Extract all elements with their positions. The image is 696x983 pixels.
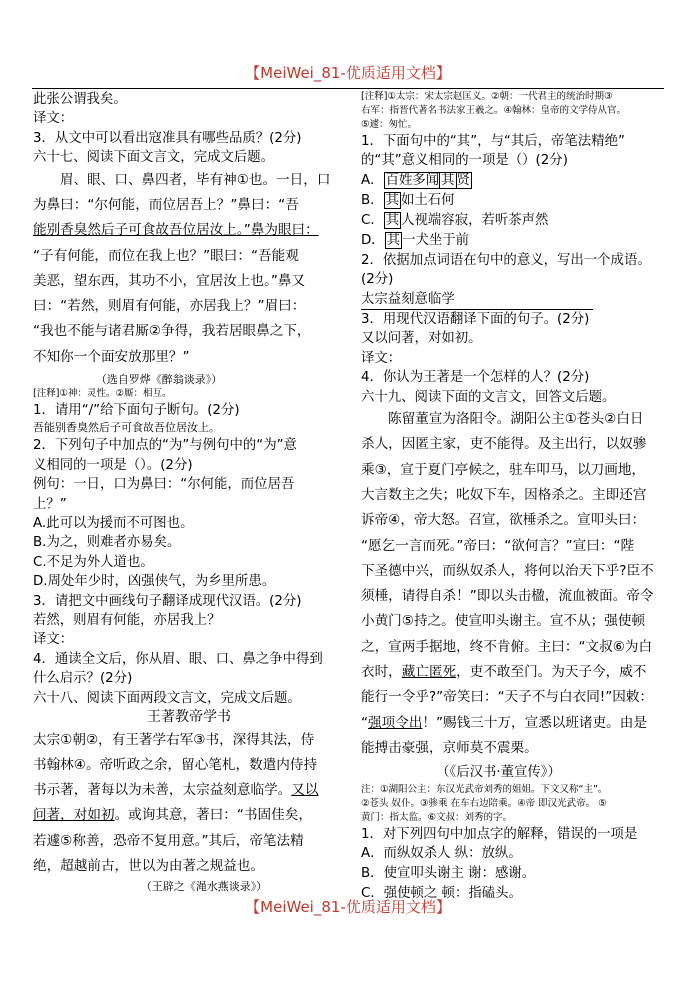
- passage-title: 王著教帝学书: [147, 709, 231, 726]
- section-67-heading: 六十七、阅读下面文言文，完成文后题。: [33, 150, 275, 166]
- passage-line: [361, 711, 666, 736]
- option-c: C．强使顿之 顿：指磕头。: [361, 886, 522, 902]
- question-2-cont: 义相同的一项是（）。(2分): [33, 457, 193, 473]
- boxed-char: 其: [386, 232, 401, 248]
- option-a: [361, 171, 666, 191]
- underlined-span: 强项令出: [368, 714, 423, 731]
- passage-line: 美恶，望东西，其功不小，宜居汝上也。”鼻又: [33, 272, 306, 289]
- question-1: 1．对下列四句中加点字的解释，错误的一项是: [361, 826, 638, 842]
- option-a: A．而纵奴杀人 纵：放纵。: [361, 846, 522, 862]
- boxed-text: [384, 172, 472, 189]
- passage-line: 若遽⑤称善，恐帝不复用意。”其后，帝笔法精: [33, 832, 304, 849]
- source-citation: （王辟之《渑水燕谈录》）: [140, 880, 268, 894]
- passage-line: 大言数主之失；叱奴下车，因格杀之。主即还宫: [361, 486, 647, 503]
- option-b: B.为之，则难者亦易矣。: [33, 535, 181, 551]
- boxed-char: 其: [385, 212, 400, 228]
- passage-67: [33, 168, 345, 370]
- passage-line: 之，宣两手据地，终不肯俯。主曰：“文叔⑥为白: [361, 638, 653, 655]
- question-1-cont: 的“其”意义相同的一项是（）(2分): [361, 153, 568, 169]
- annotation: ⑤遽：匆忙。: [361, 119, 418, 130]
- passage-line: 书翰林④。帝听政之余，留心笔札，数遣内侍持: [33, 756, 318, 773]
- question-4: 4．你认为王著是一个怎样的人？(2分): [361, 370, 590, 386]
- option-a: A.此可以为援而不可图也。: [33, 516, 194, 532]
- text-span: “: [361, 714, 369, 731]
- passage-69: [361, 407, 666, 761]
- passage-line: 曰：“若然，则眉有何能，亦居我上？”眉曰：: [33, 298, 306, 315]
- option-letter: B．: [361, 192, 384, 208]
- option-letter: D．: [361, 232, 385, 248]
- annotation: [注释]①神：灵性。②厮：相互。: [33, 388, 172, 399]
- source-citation: （选自罗烨《醉翁谈录》）: [95, 373, 223, 386]
- question-2: 2．下列句子中加点的“为”与例句中的“为”意: [33, 438, 297, 454]
- boxed-char: 其: [441, 172, 455, 188]
- option-c: C.不足为外人道也。: [33, 554, 154, 570]
- question-2-cont: (2分): [361, 272, 394, 288]
- passage-line: 太宗①朝②，有王著学右军③书，深得其法，侍: [33, 731, 315, 748]
- underlined-span: 藏亡匿死: [401, 664, 457, 681]
- passage-line: [361, 660, 666, 685]
- option-d: D.周处年少时，凶强侠气，为乡里所患。: [33, 574, 276, 590]
- option-b: B．使宣叩头谢主 谢：感谢。: [361, 866, 536, 882]
- annotation: [注释]①太宗：宋太宗赵匡义。②朝：一代君主的统治时期③: [361, 91, 613, 102]
- question-1: 1．下面句中的“其”，与“其后，帝笔法精绝”: [361, 134, 625, 149]
- boxed-char: 其: [385, 192, 399, 208]
- passage-line: 为鼻曰：“尔何能，而位居吾上？”鼻曰：“吾: [33, 196, 299, 213]
- answer-line: 太宗益刻意临学: [361, 290, 593, 310]
- question-2: 2．依据加点词语在句中的意义，写出一个成语。: [361, 252, 651, 268]
- passage-line: [33, 803, 345, 828]
- option-letter: A．: [361, 172, 384, 188]
- question-sentence: 吾能别香臭然后子可食故吾位居汝上。: [33, 421, 220, 435]
- passage-line: [33, 778, 345, 803]
- page-footer: 【MeiWei_81-优质适用文档】: [245, 898, 451, 916]
- example-sentence: 例句：一日，口为鼻曰：“尔何能，而位居吾: [33, 477, 295, 493]
- text-span: 人视端容寂，若听茶声然: [401, 212, 549, 228]
- translation-label: 译文：: [33, 632, 74, 648]
- passage-line: 下圣德中兴，而纵奴杀人，将何以治天下乎?臣不: [361, 562, 654, 579]
- question-sentence: 若然，则眉有何能，亦居我上？: [33, 613, 221, 629]
- question-4: 4．通读全文后，你从眉、眼、口、鼻之争中得到: [33, 651, 323, 667]
- passage-line-underlined: 能别香臭然后子可食故吾位居汝上。”鼻为眼曰：: [33, 222, 319, 239]
- example-sentence-cont: 上？”: [33, 496, 67, 512]
- text-span: 。或询其意，著曰：“书固佳矣，: [114, 807, 312, 824]
- question-3: 3．请把文中画线句子翻译成现代汉语。(2分): [33, 593, 302, 609]
- text-line: 此张公谓我矣。: [33, 92, 127, 107]
- text-span: 衣时，: [361, 664, 402, 681]
- section-68-heading: 六十八、阅读下面两段文言文，完成文后题。: [33, 690, 301, 706]
- text-span: ，吏不敢至门。为天子今，威不: [456, 664, 647, 681]
- translation-label: 译文：: [33, 111, 74, 127]
- passage-line: 小黄门⑤持之。使宣叩头谢主。宣不从；强使顿: [361, 613, 646, 630]
- passage-line: 诉帝④，帝大怒。召宣，欲棰杀之。宣叩头曰：: [361, 512, 646, 529]
- passage-line: “子有何能，而位在我上也？”眼曰：“吾能观: [33, 247, 299, 264]
- option-b: [361, 191, 666, 211]
- text-span: 一犬坐于前: [402, 232, 470, 248]
- text-span: 书示著，著每以为未善，太宗益刻意临学。: [33, 782, 292, 799]
- question-1: 1．请用“/”给下面句子断句。(2分): [33, 403, 240, 418]
- passage-line: 不知你一个面安放那里？”: [33, 348, 190, 365]
- section-69-heading: 六十九、阅读下面的文言文，回答文后题。: [361, 389, 616, 405]
- question-3: 3．从文中可以看出寇准具有哪些品质？(2分): [33, 130, 302, 146]
- passage-line: 杀人，因匿主家，吏不能得。及主出行，以奴骖: [361, 436, 647, 453]
- header-rule: [32, 88, 664, 89]
- option-letter: C．: [361, 212, 384, 228]
- question-sentence: 又以问著，对如初。: [361, 331, 482, 347]
- passage-line: 绝，超越前古，世以为由著之规益也。: [33, 857, 265, 874]
- annotation: 黄门：指太监。⑥文叔：刘秀的字。: [361, 811, 513, 823]
- passage-line: 能搏击豪强，京师莫不震栗。: [361, 739, 538, 756]
- text-span: 百姓多闻: [385, 172, 440, 188]
- passage-line: 陈留董宣为洛阳令。湖阳公主①苍头②白日: [388, 411, 644, 428]
- annotation: 右军：指晋代著名书法家王羲之。④翰林：皇帝的文学侍从官。: [361, 105, 627, 116]
- passage-line: 能行一令乎?”帝笑曰：“天子不与白衣同!”因敕：: [361, 689, 654, 706]
- passage-line: “我也不能与诸君厮②争得，我若居眼鼻之下，: [33, 323, 311, 340]
- passage-line: 眉、眼、口、鼻四者，毕有神①也。一日，口: [60, 171, 331, 188]
- question-3: 3．用现代汉语翻译下面的句子。(2分): [361, 312, 590, 328]
- annotation: 注：①湖阳公主：东汉光武帝刘秀的姐姐。下文又称“主”。: [361, 783, 608, 795]
- left-column: [33, 90, 345, 894]
- right-column: [361, 90, 666, 904]
- translation-label: 译文：: [361, 350, 402, 366]
- text-span: 如土石何: [400, 192, 455, 208]
- page-header: 【MeiWei_81-优质适用文档】: [245, 64, 451, 82]
- underlined-span: 问著，对如初: [33, 807, 115, 824]
- passage-line: 乘③，宣于夏门亭候之，驻车叩马，以刀画地，: [361, 461, 646, 478]
- annotation: ②苍头 奴仆。③骖乘 在车右边陪乘。④帝 即汉光武帝。 ⑤: [361, 797, 607, 809]
- passage-line: 须棰，请得自杀！”即以头击楹，流血被面。帝令: [361, 588, 654, 605]
- option-c: [361, 211, 666, 231]
- underlined-span: 又以: [291, 782, 319, 799]
- option-d: [361, 231, 666, 251]
- source-citation: （《后汉书·董宣传》）: [436, 765, 561, 781]
- text-span: 贤: [456, 172, 470, 188]
- text-span: ！”赐钱三十万，宣悉以班诸吏。由是: [422, 714, 647, 731]
- question-4-cont: 什么启示？(2分): [33, 671, 133, 687]
- passage-68: [33, 728, 345, 880]
- passage-line: “愿乞一言而死。”帝曰：“欲何言？”宣曰：“陛: [361, 537, 635, 554]
